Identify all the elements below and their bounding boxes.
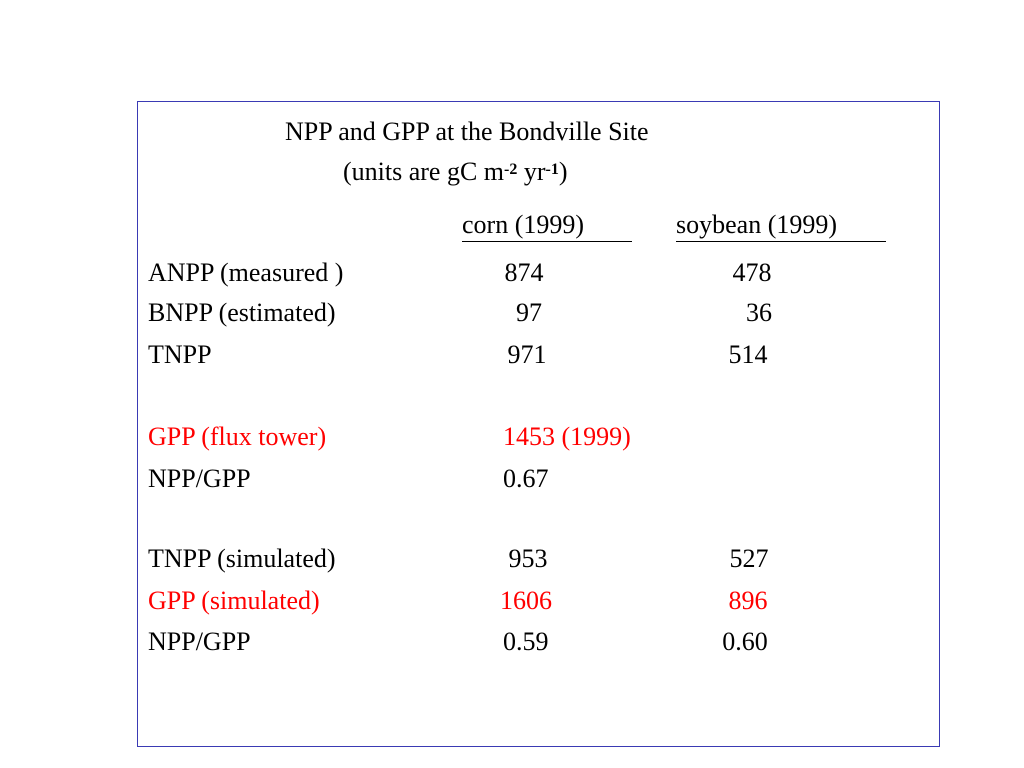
units-prefix: (units are gC m bbox=[343, 157, 505, 186]
cell-tnpp-corn: 971 bbox=[507, 340, 547, 369]
cell-anpp-corn: 874 bbox=[504, 258, 544, 287]
row-label-bnpp: BNPP (estimated) bbox=[148, 298, 336, 327]
column-header-corn: corn (1999) bbox=[462, 210, 632, 242]
cell-gpp-flux-corn: 1453 (1999) bbox=[503, 422, 631, 451]
units-mid: yr bbox=[517, 157, 546, 186]
row-label-npp-gpp-2: NPP/GPP bbox=[148, 627, 251, 656]
cell-bnpp-soybean: 36 bbox=[746, 298, 772, 327]
cell-npp-gpp-1-corn: 0.67 bbox=[503, 464, 549, 493]
cell-gpp-sim-soybean: 896 bbox=[728, 586, 768, 615]
units-line bbox=[343, 157, 568, 187]
row-label-npp-gpp-1: NPP/GPP bbox=[148, 464, 251, 493]
cell-tnpp-soybean: 514 bbox=[728, 340, 768, 369]
cell-tnpp-sim-corn: 953 bbox=[508, 544, 548, 573]
column-header-soybean: soybean (1999) bbox=[676, 210, 886, 242]
units-suffix: ) bbox=[558, 157, 568, 186]
cell-bnpp-corn: 97 bbox=[516, 298, 542, 327]
cell-tnpp-sim-soybean: 527 bbox=[729, 544, 769, 573]
cell-npp-gpp-2-corn: 0.59 bbox=[503, 627, 549, 656]
yr-exponent: -1 bbox=[545, 161, 559, 178]
row-label-gpp-sim: GPP (simulated) bbox=[148, 586, 320, 615]
row-label-tnpp-sim: TNPP (simulated) bbox=[148, 544, 336, 573]
m-exponent: -2 bbox=[504, 161, 518, 178]
cell-npp-gpp-2-soybean: 0.60 bbox=[722, 627, 768, 656]
row-label-anpp: ANPP (measured ) bbox=[148, 258, 344, 287]
cell-gpp-sim-corn: 1606 bbox=[500, 586, 552, 615]
slide-title: NPP and GPP at the Bondville Site bbox=[285, 117, 649, 146]
row-label-tnpp: TNPP bbox=[148, 340, 212, 369]
row-label-gpp-flux: GPP (flux tower) bbox=[148, 422, 327, 451]
cell-anpp-soybean: 478 bbox=[732, 258, 772, 287]
